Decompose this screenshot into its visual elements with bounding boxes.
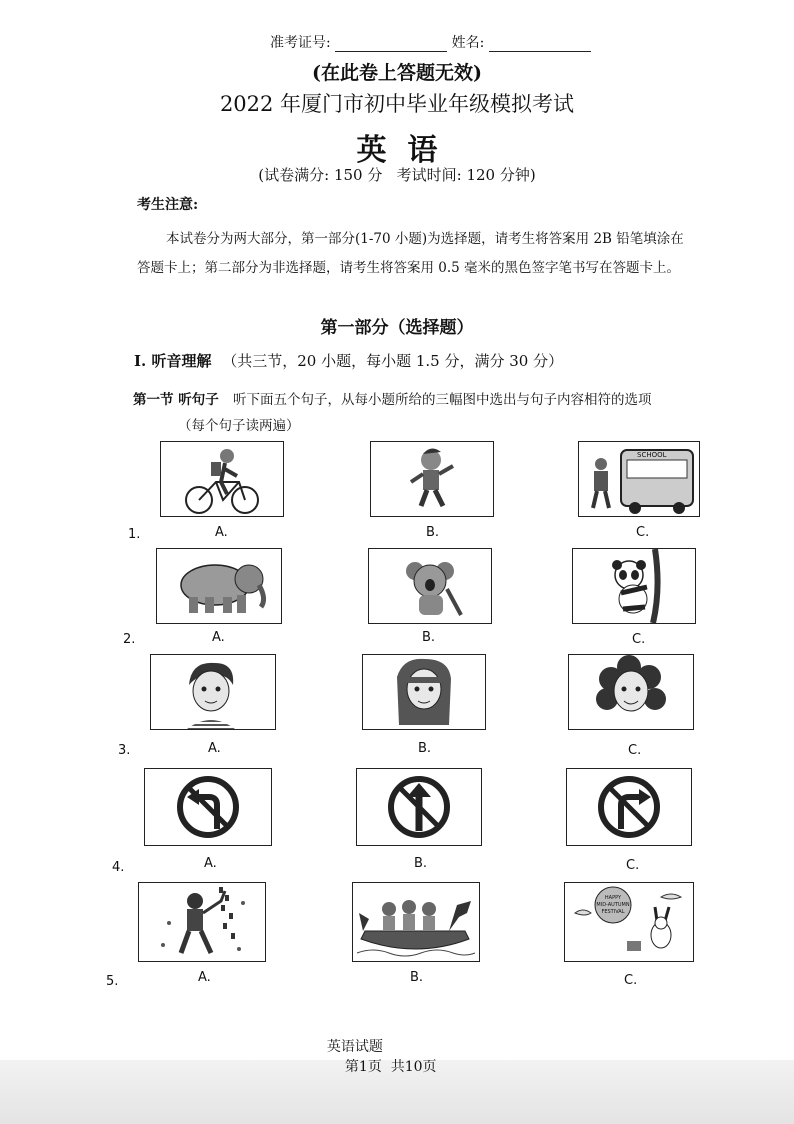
part-one-title: 第一部分（选择题）: [320, 318, 474, 338]
q3-option-b-label: B.: [418, 741, 432, 756]
q2-option-b-picture: [368, 548, 492, 624]
footer-subject: 英语试题: [326, 1039, 383, 1055]
q2-option-b-label: B.: [422, 630, 436, 645]
q5-option-c-picture: [564, 882, 694, 962]
exam-title: 2022 年厦门市初中毕业年级模拟考试: [219, 92, 575, 116]
q4-option-c-label: C.: [626, 858, 640, 873]
ticket-number-blank: [335, 37, 447, 52]
page-footer: [318, 1020, 437, 1076]
ticket-number-label: 准考证号:: [270, 35, 331, 51]
q2-option-a-label: A.: [212, 630, 225, 645]
q5-number: 5.: [106, 974, 119, 989]
q2-option-c-label: C.: [632, 632, 646, 647]
q4-option-b-picture: [356, 768, 482, 846]
notice-line-2: 答题卡上；第二部分为非选择题，请考生将答案用 0.5 毫米的黑色签字笔书写在答题卡上。: [137, 260, 681, 276]
q1-option-b-picture: [370, 441, 494, 517]
subsection-desc: 听下面五个句子，从每小题所给的三幅图中选出与句子内容相符的选项: [233, 392, 652, 408]
q4-option-b-label: B.: [414, 856, 428, 871]
q4-number: 4.: [112, 860, 125, 875]
footer-page-info: 第1页 共10页: [344, 1059, 437, 1075]
q5-option-a-picture: [138, 882, 266, 962]
name-blank: [489, 37, 591, 52]
q1-number: 1.: [128, 527, 141, 542]
q1-option-c-picture: [578, 441, 700, 517]
q1-option-a-picture: [160, 441, 284, 517]
section-heading: [134, 350, 563, 371]
q3-option-a-picture: [150, 654, 276, 730]
q5-option-a-label: A.: [198, 970, 211, 985]
svg-text:HAPPY: HAPPY: [604, 895, 622, 901]
svg-text:MID-AUTUMN: MID-AUTUMN: [596, 902, 630, 908]
q4-option-a-label: A.: [204, 856, 217, 871]
q2-number: 2.: [123, 632, 136, 647]
q2-option-a-picture: [156, 548, 282, 624]
q2-option-c-picture: [572, 548, 696, 624]
q5-option-b-picture: [352, 882, 480, 962]
svg-text:FESTIVAL: FESTIVAL: [601, 909, 625, 915]
section-title: I. 听音理解: [134, 352, 212, 370]
q5-option-c-label: C.: [624, 973, 638, 988]
name-label: 姓名:: [451, 35, 485, 51]
q3-option-b-picture: [362, 654, 486, 730]
notice-heading: 考生注意:: [137, 197, 199, 213]
subsection-title: 第一节 听句子: [133, 392, 219, 408]
subject-title: 英 语: [356, 133, 438, 168]
q3-option-a-label: A.: [208, 741, 221, 756]
q3-number: 3.: [118, 743, 131, 758]
q1-option-a-label: A.: [215, 525, 228, 540]
notice-line-1: 本试卷分为两大部分，第一部分(1-70 小题)为选择题，请考生将答案用 2B 铅笔填涂在: [166, 231, 684, 247]
q3-option-c-label: C.: [628, 743, 642, 758]
svg-text:SCHOOL: SCHOOL: [637, 451, 667, 459]
subsection-heading: [133, 388, 652, 408]
exam-meta: (试卷满分: 150 分 考试时间: 120 分钟): [258, 166, 536, 184]
subsection-note: （每个句子读两遍）: [178, 418, 300, 434]
candidate-info-line: [270, 32, 591, 52]
section-desc: （共三节，20 小题，每小题 1.5 分，满分 30 分）: [222, 352, 564, 370]
invalid-note: (在此卷上答题无效): [312, 62, 482, 84]
q4-option-a-picture: [144, 768, 272, 846]
q1-option-c-label: C.: [636, 525, 650, 540]
q3-option-c-picture: [568, 654, 694, 730]
q1-option-b-label: B.: [426, 525, 440, 540]
q4-option-c-picture: [566, 768, 692, 846]
q5-option-b-label: B.: [410, 970, 424, 985]
